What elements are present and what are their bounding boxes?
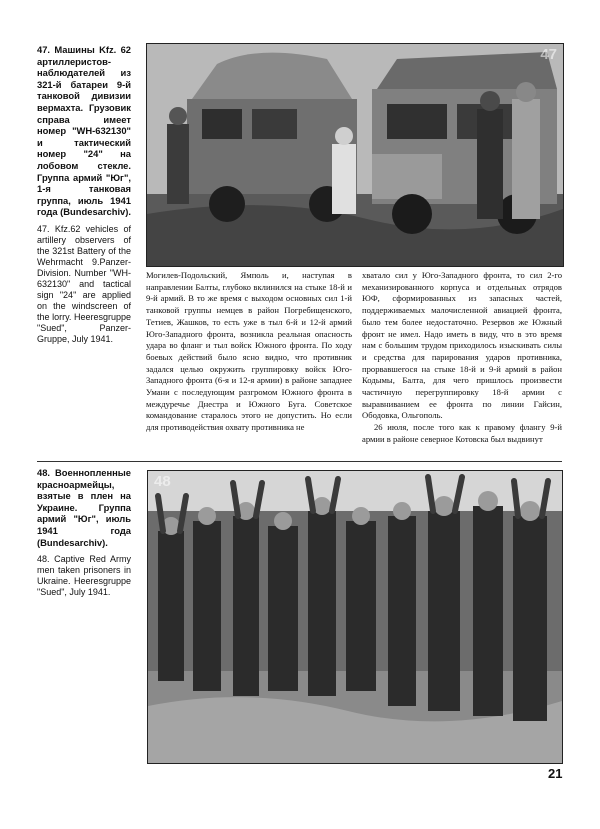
figure-48-caption — [37, 467, 131, 598]
text-column-right-paragraph-1: хватало сил у Юго-Западного фронта, то сил 2-го механизированного корпуса и отдельных отрядов ЮФ, сформированных из запасных частей, поддерживаемых малочисленной авиацией фронта, было тем более недостаточно. Резервов же Южный фронт не имел. Надо иметь в виду, что в это время нам с большим трудом приходилось изыскивать силы и средства для парирования ударов противника, прорвавшегося на стыке 18-й и 9-й армий в район Кодымы, Балта, для чего пришлось произвести частичную перегруппировку 18-й армии с выравниванием ее фронта по линии Гайсин, Ободовка, Ольгополь. — [362, 270, 562, 421]
figure-48-caption-en: 48. Captive Red Army men taken prisoners in Ukraine. Heeresgruppe "Sued", July 1941. — [37, 554, 131, 598]
prisoners-image — [148, 471, 562, 763]
text-column-left — [146, 270, 352, 434]
section-divider — [37, 461, 562, 462]
trucks-image — [147, 44, 563, 266]
figure-48-photo — [147, 470, 563, 764]
figure-48-caption-ru: 48. Военнопленные красноармейцы, взятые в плен на Украине. Группа армий "Юг", июль 1941 года (Bundesarchiv). — [37, 467, 131, 548]
figure-47-number: 47 — [540, 46, 557, 63]
text-column-right-paragraph-2: 26 июля, после того как к правому флангу 9-й армии в районе северное Котовска был выдвинут — [362, 422, 562, 444]
figure-47-caption-ru: 47. Машины Kfz. 62 артиллеристов-наблюдателей из 321-й батареи 9-й танковой дивизии вермахта. Грузовик справа имеет номер "WH-632130" и тактический номер "24" на лобовом стекле. Группа армий "Юг", 1-я танковая группа, июль 1941 года (Bundesarchiv). — [37, 44, 132, 218]
text-column-right — [362, 270, 562, 446]
figure-47-caption-en: 47. Kfz.62 vehicles of artillery observers of the 321st Battery of the Wehrmacht 9.Panzer-Division. Number "WH-632130" and tactical sign "24" are applied on the windscreen of the lorry. Heeresgruppe "Sued", Panzer-Gruppe, July 1941. — [37, 223, 131, 344]
figure-47-caption — [37, 44, 131, 345]
figure-47-photo — [146, 43, 564, 267]
figure-48-number: 48 — [154, 473, 171, 490]
page-number: 21 — [548, 766, 563, 781]
text-column-left-paragraph: Могилев-Подольский, Ямполь и, наступая в направлении Балты, глубоко вклинился на стыке 18-й и 9-й армий. В то же время с выходом основных сил 1-й танковой группы немцев в район Погребищенского, Тетиев, Жашков, то есть уже в тыл 6-й и 12-й армий Юго-Западного фронта, возникла реальная опасность удара во фланг и тыл войск Южного фронта. По ходу боевых действий было ясно видно, что противник задался целью окружить группировку войск Юго-Западного фронта (6-я и 12-я армии) в районе западнее Умани с последующим разгромом Южного фронта в междуречье Днестра и Южного Буга. Советское командование старалось этого не допустить. Но если для противодействия охвату противника не — [146, 270, 352, 433]
